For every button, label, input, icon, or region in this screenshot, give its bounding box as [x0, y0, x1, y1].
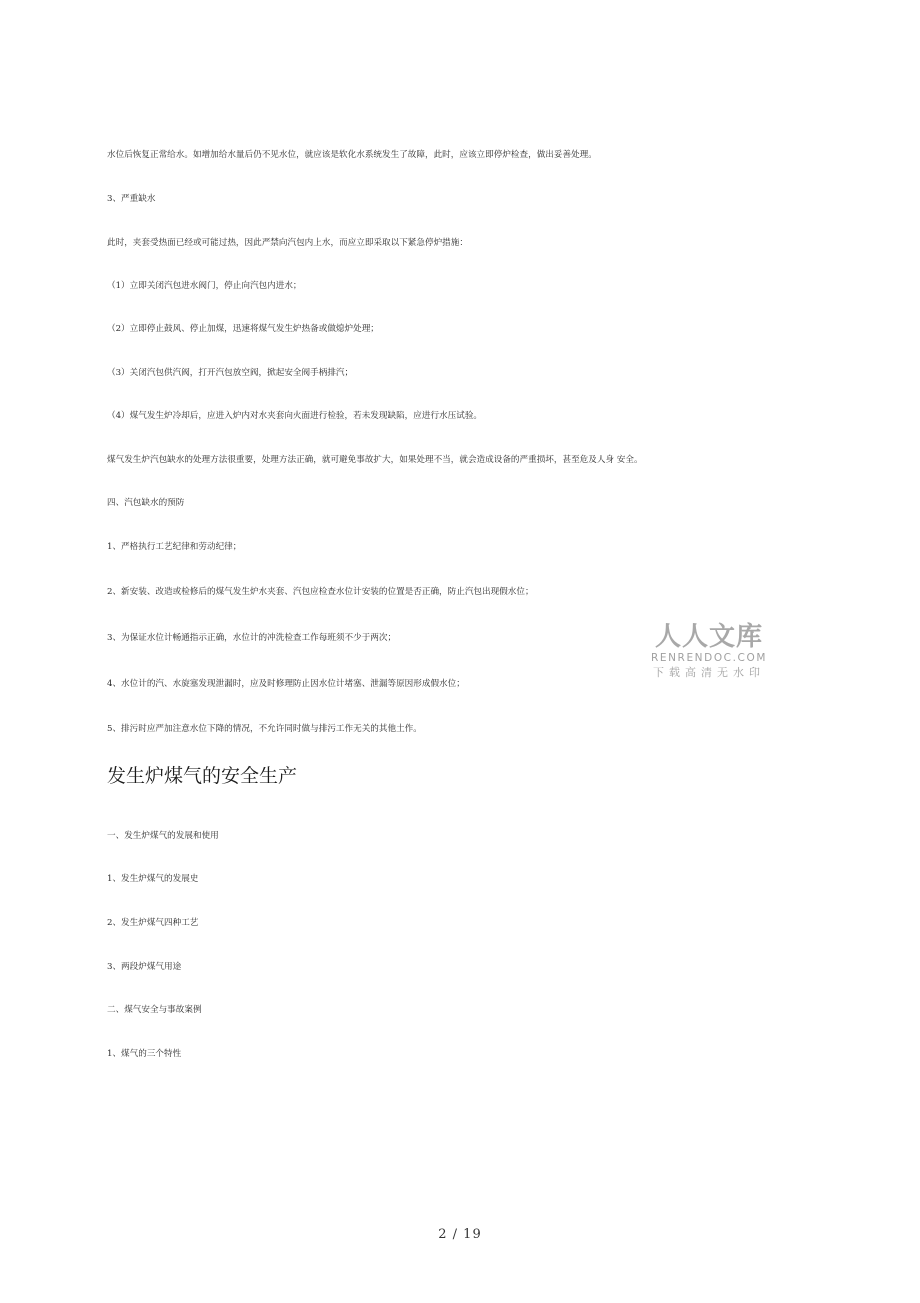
paragraph: 3、严重缺水: [107, 194, 156, 204]
watermark-title: 人人文库: [654, 622, 763, 652]
list-item: 4、水位计的汽、水旋塞发现泄漏时，应及时修理防止因水位计堵塞、泄漏等原因形成假水位；: [107, 679, 465, 689]
list-item: （1）立即关闭汽包进水阀门，停止向汽包内进水；: [107, 281, 302, 291]
list-item: （2）立即停止鼓风、停止加煤，迅速将煤气发生炉热备或做熄炉处理；: [107, 324, 379, 334]
list-item: 3、两段炉煤气用途: [107, 962, 182, 972]
page-number: 2 / 19: [438, 1227, 482, 1242]
subheading: 四、汽包缺水的预防: [107, 498, 185, 508]
list-item: 3、为保证水位计畅通指示正确，水位计的冲洗检查工作每班须不少于两次；: [107, 633, 397, 643]
list-item: 2、发生炉煤气四种工艺: [107, 918, 199, 928]
paragraph: 此时，夹套受热面已经或可能过热，因此严禁向汽包内上水，而应立即采取以下紧急停炉措施：: [107, 238, 468, 248]
watermark-logo: [644, 622, 774, 680]
list-item: 1、严格执行工艺纪律和劳动纪律；: [107, 542, 242, 552]
watermark-domain: RENRENDOC.COM: [650, 652, 768, 664]
list-item: 1、发生炉煤气的发展史: [107, 874, 199, 884]
list-item: 2、新安装、改造或检修后的煤气发生炉水夹套、汽包应检查水位计安装的位置是否正确，防止汽包出现假水位；: [107, 587, 534, 597]
paragraph: 水位后恢复正常给水。如增加给水量后仍不见水位，就应该是软化水系统发生了故障，此时，应该立即停炉检查，做出妥善处理。: [107, 150, 597, 160]
list-item: 5、排污时应严加注意水位下降的情况，不允许同时做与排污工作无关的其他土作。: [107, 724, 422, 734]
list-item: （4）煤气发生炉冷却后，应进入炉内对水夹套向火面进行检验，若未发现缺陷，应进行水压试验。: [107, 411, 483, 421]
subheading: 一、发生炉煤气的发展和使用: [107, 831, 219, 841]
watermark-slogan: 下载高清无水印: [653, 666, 765, 679]
section-title: 发生炉煤气的安全生产: [107, 765, 298, 787]
list-item: 1、煤气的三个特性: [107, 1049, 182, 1059]
list-item: （3）关闭汽包供汽阀，打开汽包放空阀，掀起安全阀手柄排汽；: [107, 368, 354, 378]
subheading: 二、煤气安全与事故案例: [107, 1005, 202, 1015]
paragraph: 煤气发生炉汽包缺水的处理方法很重要，处理方法正确，就可避免事故扩大，如果处理不当，就会造成设备的严重损坏，甚至危及人身 安全。: [107, 455, 643, 465]
